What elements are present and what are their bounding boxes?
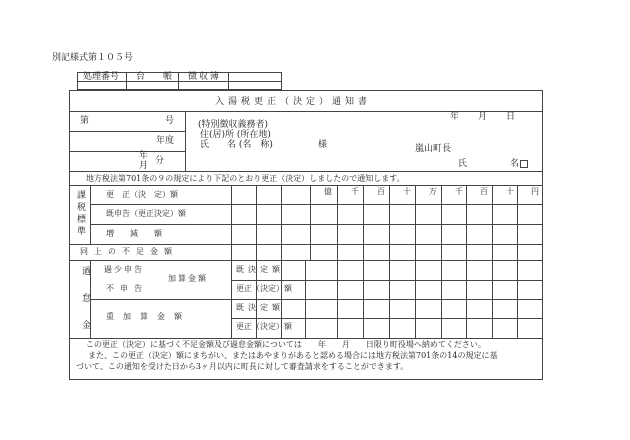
notice-number-suffix: 号 xyxy=(165,116,175,126)
heavy-added-amount-label: 重加算金額 xyxy=(106,312,191,321)
tax-base-label-3: 標 xyxy=(77,215,87,225)
payer-honorific: 様 xyxy=(318,140,328,150)
notice-number-prefix: 第 xyxy=(80,116,90,126)
seal-box xyxy=(520,160,528,168)
added-amount-label: 加算金額 xyxy=(168,274,208,283)
revised-amount-label: 更 正（決 定）額 xyxy=(106,190,178,199)
digit-hyaku: 百 xyxy=(377,187,385,196)
date-year-label: 年 xyxy=(450,112,460,122)
underreport-label: 過少申告 xyxy=(104,265,144,274)
digit-hyaku: 百 xyxy=(480,187,488,196)
digit-man: 万 xyxy=(429,187,437,196)
notice-statement: 地方税法第701条の９の規定により下記のとおり更正（決定）しましたので通知します。 xyxy=(86,174,405,183)
digit-yen: 円 xyxy=(531,187,539,196)
appeal-notice-line2: づいて、この通知を受けた日から3ヶ月以内に町長に対して審査請求をすることができます。 xyxy=(76,362,409,371)
payer-name-label: 氏 名 (名 称) xyxy=(200,140,273,150)
tax-base-label-1: 課 xyxy=(77,191,87,201)
nonreport-label: 不申告 xyxy=(106,284,148,293)
difference-amount-label: 増 減 額 xyxy=(106,229,162,238)
penalty-existing-2: 既決定額 xyxy=(236,303,284,312)
penalty-label-3: 金 xyxy=(82,321,92,331)
issuer-seal-label: 名 xyxy=(510,159,520,169)
tax-base-label-2: 税 xyxy=(77,203,87,213)
fiscal-year-label: 年度 xyxy=(156,136,175,146)
penalty-revised-1: 更正（決定）額 xyxy=(236,284,292,293)
date-day-label: 日 xyxy=(506,112,516,122)
document-title: 入湯税更正（決定）通知書 xyxy=(215,97,372,107)
appeal-notice-line1: また、この更正（決定）額にまちがい、またはあやまりがあると認める場合には地方税法第701条の14の規定に基 xyxy=(88,351,498,360)
payer-address-label: 住(居)所 (所在地) xyxy=(200,130,271,140)
penalty-label-2: 怠 xyxy=(82,294,92,304)
digit-juu: 十 xyxy=(403,187,411,196)
payer-designation: (特別徴収義務者) xyxy=(198,120,269,130)
penalty-revised-2: 更正（決定）額 xyxy=(236,322,292,331)
issuer-name-label: 氏 xyxy=(458,159,468,169)
issuer-title: 嵐山町長 xyxy=(415,144,452,154)
penalty-label-1: 過 xyxy=(82,267,92,277)
date-month-label: 月 xyxy=(478,112,488,122)
form-id: 別記様式第１０５号 xyxy=(52,53,134,63)
period-year-label: 年 xyxy=(139,151,149,161)
digit-sen: 千 xyxy=(351,187,359,196)
payment-notice: この更正（決定）に基づく不足金額及び過怠金額については 年 月 日限り町役場へ納めてください。 xyxy=(86,340,486,349)
period-month-label: 月 xyxy=(139,161,149,171)
digit-juu: 十 xyxy=(506,187,514,196)
collection-register-label: 徴収簿 xyxy=(188,72,222,82)
processing-number-label: 処理番号 xyxy=(83,72,120,82)
ledger-label: 台 帳 xyxy=(136,72,173,82)
period-suffix-label: 分 xyxy=(155,156,165,166)
tax-base-label-4: 準 xyxy=(77,227,87,237)
digit-sen: 千 xyxy=(455,187,463,196)
penalty-existing-1: 既決定額 xyxy=(236,265,284,274)
shortfall-label: 同上の不足金額 xyxy=(80,247,178,256)
prior-declared-amount-label: 既申告（更正決定）額 xyxy=(106,209,186,218)
digit-oku: 億 xyxy=(324,187,332,196)
